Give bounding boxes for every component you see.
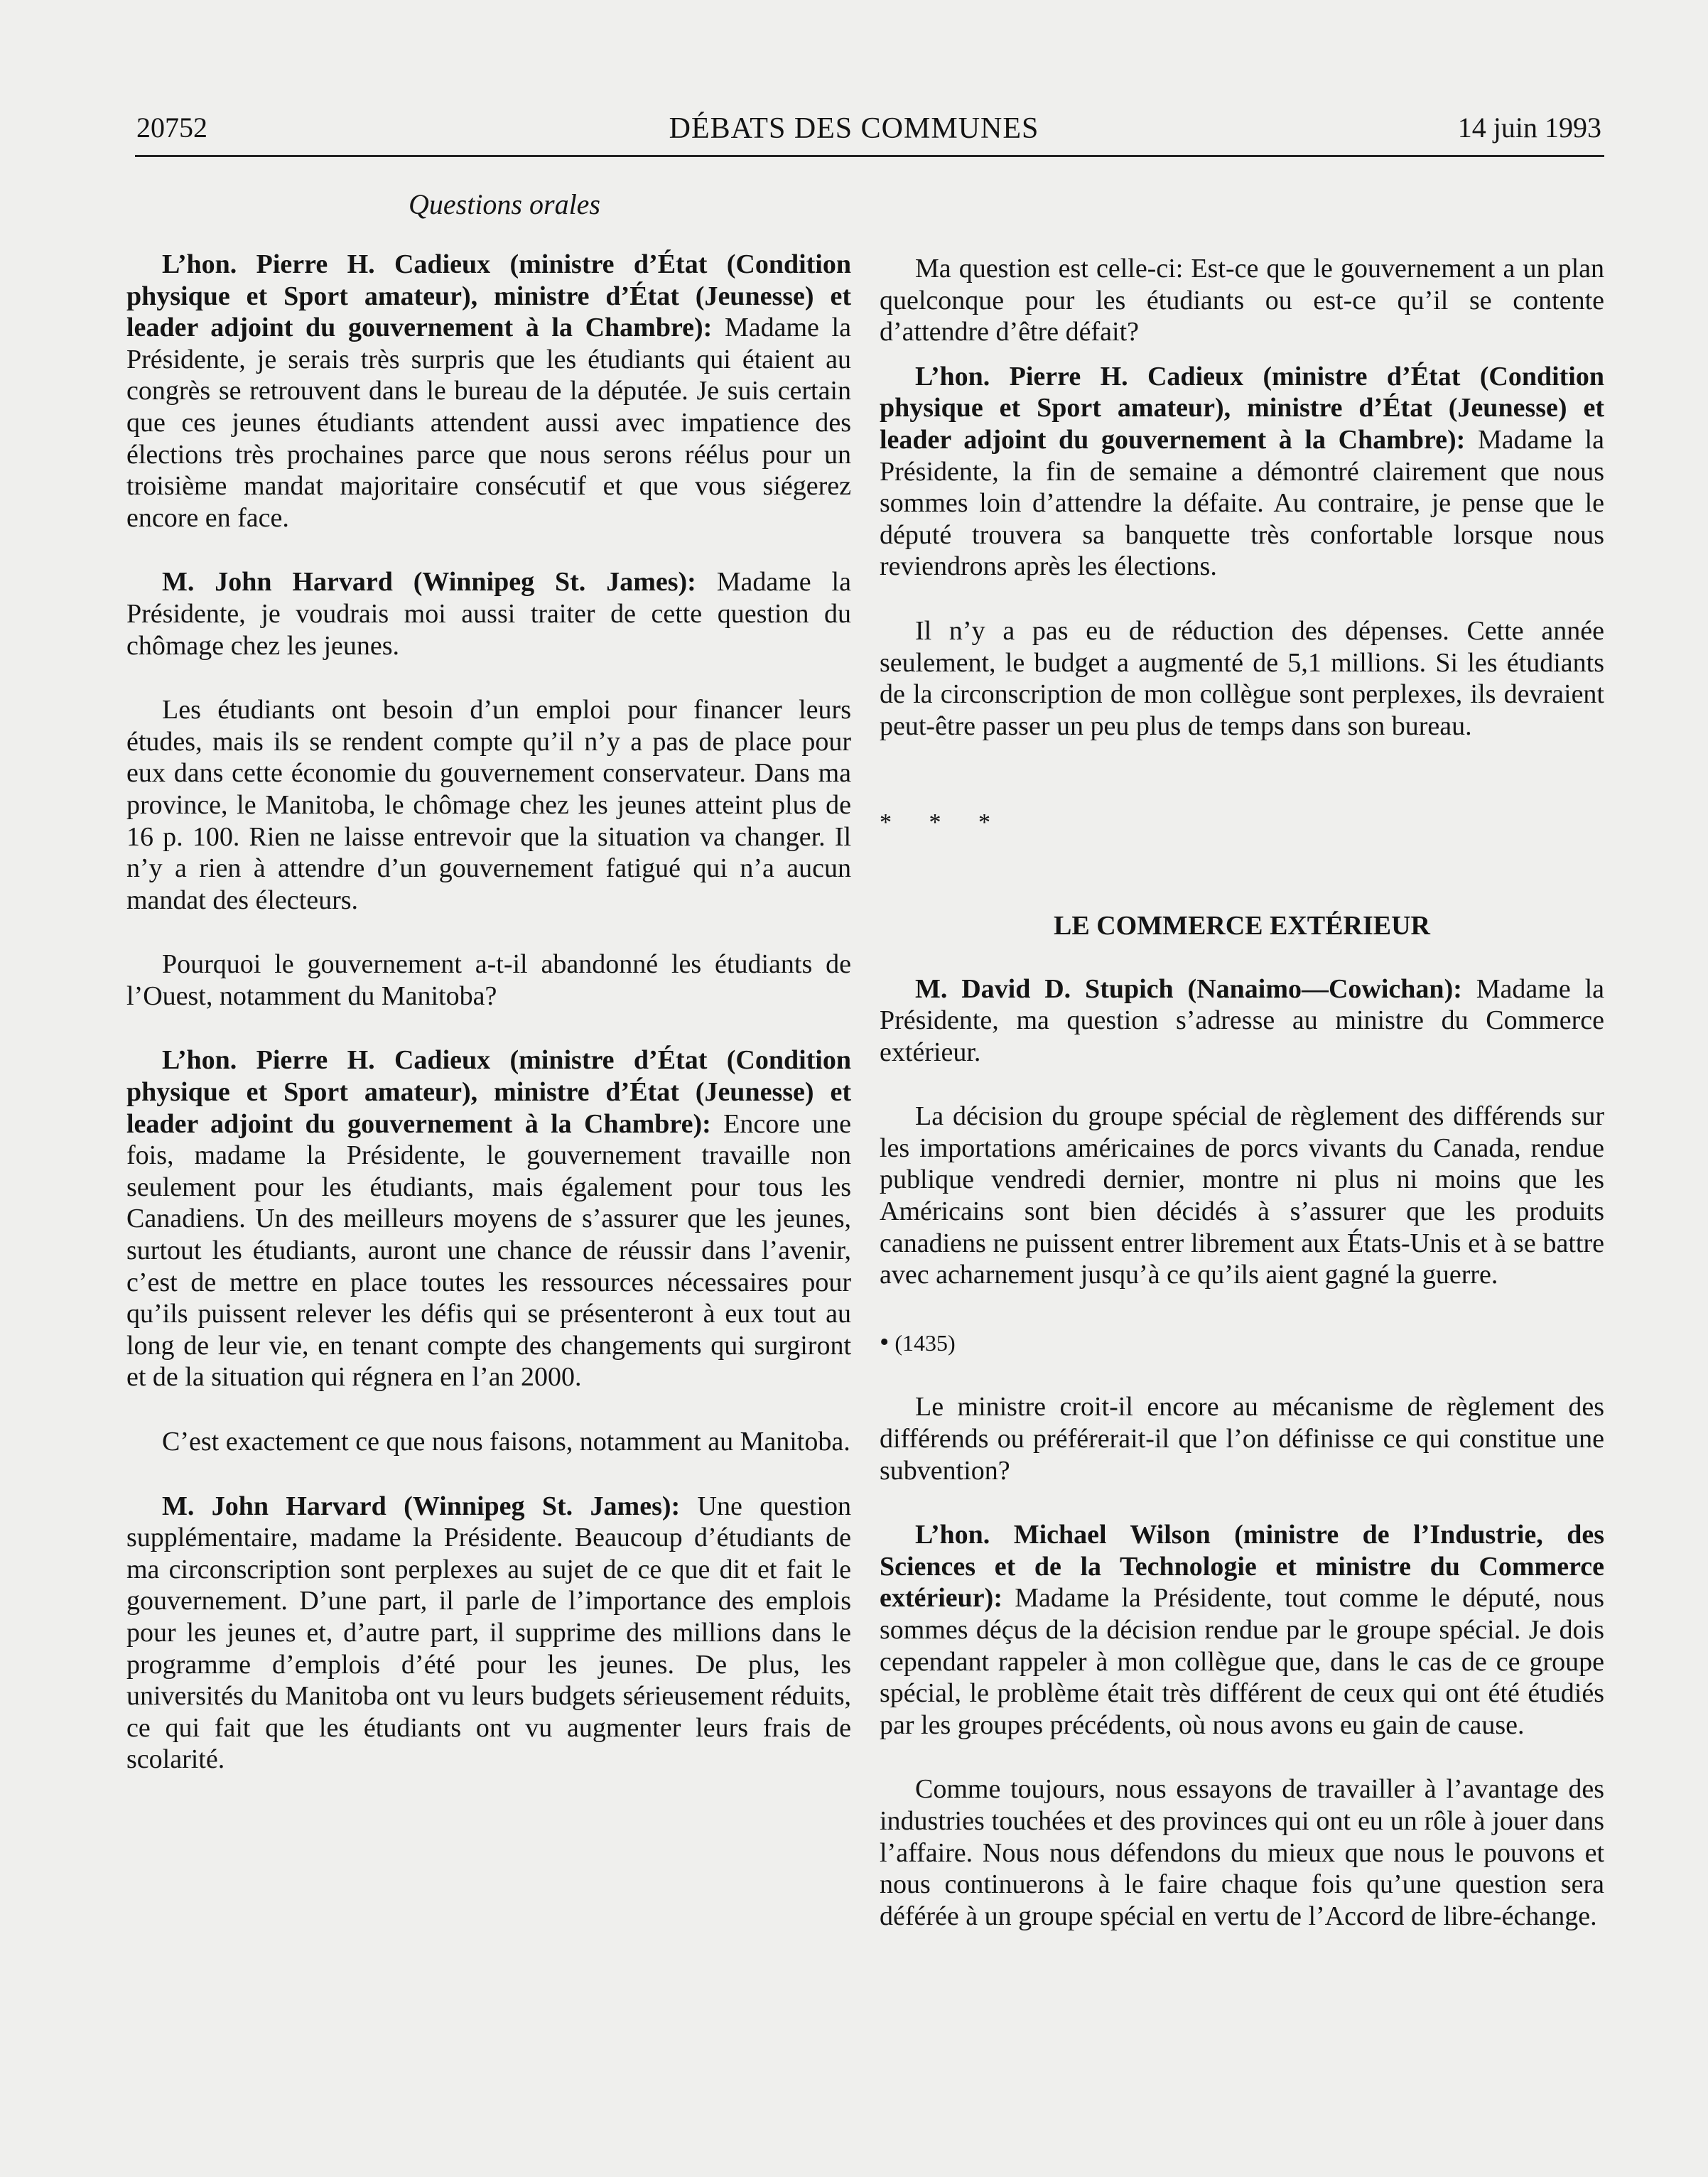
- speech-text: Une question supplémentaire, madame la Présidente. Beaucoup d’étudiants de ma circonscription sont perplexes au sujet de ce que dit et fait le gouvernement. D’une part, il parle de l’importance des emplois pour les jeunes et, d’autre part, il supprime des millions dans le programme d’emplois d’été pour les jeunes. De plus, les universités du Manitoba ont vu leurs budgets sérieusement réduits, ce qui fait que les étudiants ont vu augmenter leurs frais de scolarité.: [126, 1491, 851, 1775]
- speaker-name: M. David D. Stupich (Nanaimo—Cowichan):: [915, 973, 1462, 1004]
- paragraph: [880, 973, 1604, 1069]
- speech-text: Madame la Présidente, ma question s’adresse au ministre du Commerce extérieur.: [880, 973, 1604, 1067]
- right-column: [880, 253, 1604, 1932]
- paragraph: [880, 1519, 1604, 1741]
- speech-text: Les étudiants ont besoin d’un emploi pour financer leurs études, mais ils se rendent compte qu’il n’y a pas de place pour eux dans cette économie du gouvernement conservateur. Dans ma province, le Manitoba, le chômage chez les jeunes atteint plus de 16 p. 100. Rien ne laisse entrevoir que la situation va changer. Il n’y a rien à attendre d’un gouvernement fatigué qui n’a aucun mandat des électeurs.: [126, 695, 851, 915]
- paragraph: [126, 949, 851, 1012]
- paragraph: La décision du groupe spécial de règlement des différends sur les importations américaines de porcs vivants du Canada, rendue publique vendredi dernier, montre ni plus ni moins que les Américains sont bien décidés à s’assurer que les produits canadiens ne puissent entrer librement aux États-Unis et à se battre avec acharnement jusqu’à ce qu’ils aient gagné la guerre.: [880, 1101, 1604, 1290]
- paragraph: Il n’y a pas eu de réduction des dépenses. Cette année seulement, le budget a augmenté de 5,1 millions. Si les étudiants de la circonscription de mon collègue sont perplexes, ils devraient peut-être passer un peu plus de temps dans son bureau.: [880, 615, 1604, 741]
- speech-text: Encore une fois, madame la Présidente, le gouvernement travaille non seulement pour les étudiants, mais également pour tous les Canadiens. Un des meilleurs moyens de s’assurer que les jeunes, surtout les étudiants, auront une chance de réussir dans l’avenir, c’est de mettre en place toutes les ressources nécessaires pour qu’ils puissent relever les défis qui se présenteront à eux tout au long de leur vie, en tenant compte des changements qui surgiront et de la situation qui régnera en l’an 2000.: [126, 1108, 851, 1393]
- left-column: [126, 249, 851, 1776]
- speech-text: C’est exactement ce que nous faisons, notamment au Manitoba.: [162, 1427, 850, 1457]
- paragraph: [126, 249, 851, 534]
- paragraph: [126, 1491, 851, 1776]
- speech-text: Madame la Présidente, je serais très surpris que les étudiants qui étaient au congrès se retrouvent dans le bureau de la députée. Je suis certain que ces jeunes étudiants attendent aussi avec impatience des élections très prochaines parce que nous serons réélus pour un troisième mandat majoritaire consécutif et que vous siégerez encore en face.: [126, 313, 851, 533]
- header-rule: [135, 155, 1604, 157]
- speaker-name: L’hon. Michael Wilson (ministre de l’Industrie, des Sciences et de la Technologie et ministre du Commerce extérieur):: [880, 1520, 1604, 1614]
- section-heading: LE COMMERCE EXTÉRIEUR: [1054, 910, 1430, 941]
- paragraph: [126, 694, 851, 916]
- paragraph: Comme toujours, nous essayons de travailler à l’avantage des industries touchées et des provinces qui ont eu un rôle à jouer dans l’affaire. Nous nous défendons du mieux que nous le pouvons et nous continuerons à le faire chaque fois qu’une question sera déférée à un groupe spécial en vertu de l’Accord de libre-échange.: [880, 1774, 1604, 1931]
- publication-title: DÉBATS DES COMMUNES: [669, 112, 1039, 145]
- speech-text: Madame la Présidente, tout comme le député, nous sommes déçus de la décision rendue par le groupe spécial. Je dois cependant rappeler à mon collègue que, dans le cas de ce groupe spécial, le problème était très différent de ceux qui ont été étudiés par les groupes précédents, où nous avons eu gain de cause.: [880, 1583, 1604, 1740]
- bullet-icon: •: [880, 1327, 890, 1357]
- issue-date: 14 juin 1993: [1457, 112, 1601, 144]
- section-title: Questions orales: [409, 188, 600, 220]
- timestamp: [880, 1327, 1604, 1359]
- paragraph: [126, 1044, 851, 1393]
- speaker-name: L’hon. Pierre H. Cadieux (ministre d’État (Condition physique et Sport amateur), ministre d’État (Jeunesse) et leader adjoint du gouvernement à la Chambre):: [126, 1045, 851, 1139]
- paragraph: [126, 566, 851, 661]
- speaker-name: L’hon. Pierre H. Cadieux (ministre d’État (Condition physique et Sport amateur), ministre d’État (Jeunesse) et leader adjoint du gouvernement à la Chambre):: [880, 361, 1604, 455]
- paragraph: [126, 1426, 851, 1458]
- speech-text: Madame la Présidente, je voudrais moi aussi traiter de cette question du chômage chez les jeunes.: [126, 567, 851, 661]
- speaker-name: L’hon. Pierre H. Cadieux (ministre d’État (Condition physique et Sport amateur), ministre d’État (Jeunesse) et leader adjoint du gouvernement à la Chambre):: [126, 249, 851, 343]
- speech-text: Pourquoi le gouvernement a-t-il abandonné les étudiants de l’Ouest, notamment du Manitoba?: [126, 949, 851, 1011]
- paragraph: [880, 361, 1604, 583]
- page-number: 20752: [136, 112, 207, 144]
- speaker-name: M. John Harvard (Winnipeg St. James):: [162, 567, 696, 598]
- paragraph: Le ministre croit-il encore au mécanisme de règlement des différends ou préférerait-il que l’on définisse ce qui constitue une subvention?: [880, 1392, 1604, 1486]
- speech-text: Madame la Présidente, la fin de semaine a démontré clairement que nous sommes loin d’attendre la défaite. Au contraire, je pense que le député trouvera sa banquette très confortable lorsque nous reviendrons après les élections.: [880, 424, 1604, 582]
- paragraph: Ma question est celle-ci: Est-ce que le gouvernement a un plan quelconque pour les étudiants ou est-ce qu’il se contente d’attendre d’être défait?: [880, 254, 1604, 347]
- timestamp-text: (1435): [894, 1329, 956, 1356]
- section-separator: * * *: [880, 809, 1006, 836]
- speaker-name: M. John Harvard (Winnipeg St. James):: [162, 1491, 681, 1521]
